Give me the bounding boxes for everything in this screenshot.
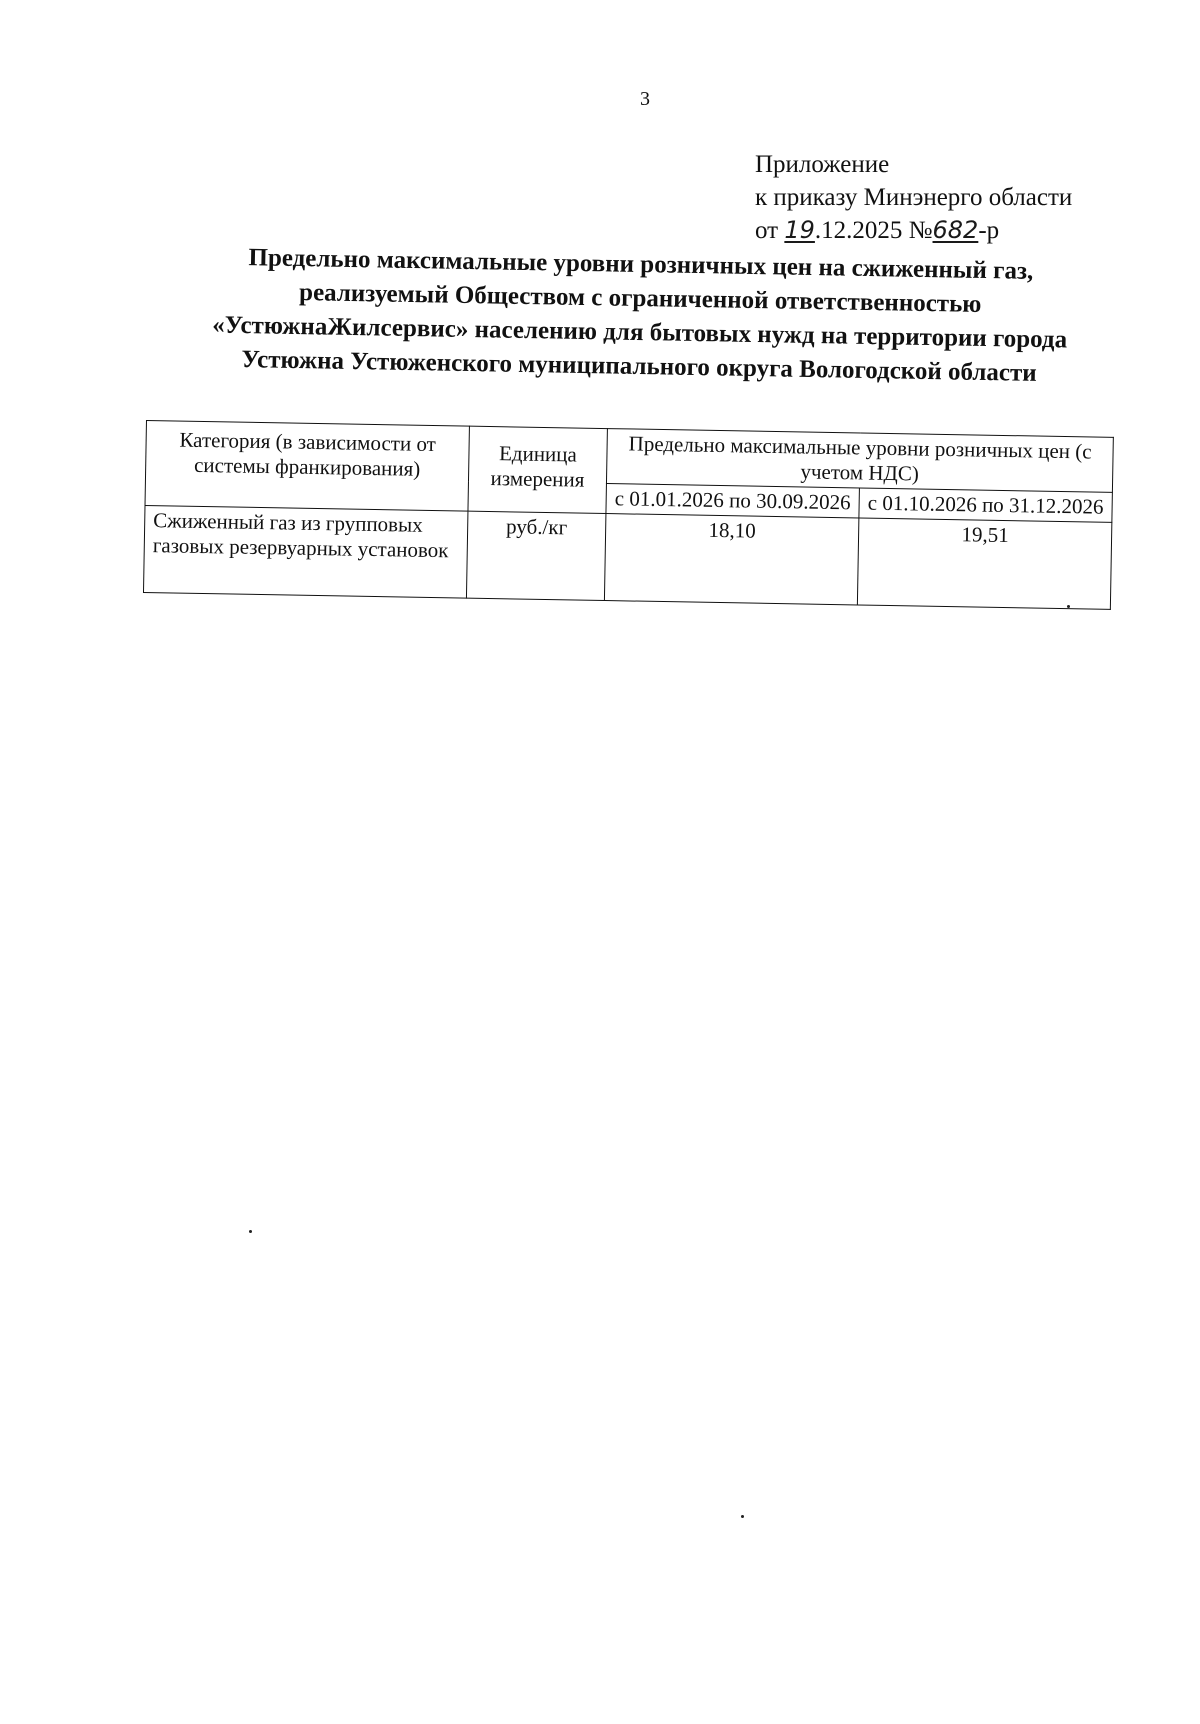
row-category: Сжиженный газ из групповых газовых резервуарных установок [143, 505, 467, 598]
title-line-4: Устюжна Устюженского муниципального округа Вологодской области [241, 346, 1037, 387]
order-suffix: -р [978, 217, 1000, 244]
table-row [143, 505, 1111, 609]
header-unit: Единица измерения [468, 426, 607, 513]
table-header-row [146, 421, 1114, 493]
handwritten-date-day: 19 [784, 216, 815, 244]
appendix-order-date [755, 214, 1072, 247]
scan-speck [1067, 605, 1070, 608]
header-category: Категория (в зависимости от системы франкирования) [145, 421, 469, 512]
scan-speck [249, 1230, 252, 1233]
header-period-1: с 01.01.2026 по 30.09.2026 [606, 484, 859, 518]
price-table-wrapper [143, 420, 1114, 610]
page-number: 3 [640, 88, 650, 110]
document-title [149, 239, 1131, 392]
title-line-1: Предельно максимальные уровни розничных цен на сжиженный газ, [248, 244, 1034, 285]
header-price-group: Предельно максимальные уровни розничных цен (с учетом НДС) [606, 429, 1113, 493]
appendix-order-reference: к приказу Минэнерго области [755, 184, 1073, 211]
title-line-3: «УстюжнаЖилсервис» населению для бытовых нужд на территории города [212, 311, 1068, 354]
scan-speck [741, 1515, 744, 1518]
header-period-2: с 01.10.2026 по 31.12.2026 [859, 488, 1112, 522]
row-price-period-1: 18,10 [604, 514, 858, 605]
handwritten-order-number: 682 [932, 216, 979, 244]
date-rest: .12.2025 № [814, 217, 933, 244]
row-price-period-2: 19,51 [857, 518, 1111, 609]
appendix-title: Приложение [755, 151, 890, 178]
price-table [143, 420, 1114, 610]
row-unit: руб./кг [466, 511, 605, 600]
appendix-block [755, 148, 1072, 247]
title-line-2: реализуемый Обществом с ограниченной ответственностью [298, 279, 982, 318]
date-prefix: от [755, 217, 785, 244]
